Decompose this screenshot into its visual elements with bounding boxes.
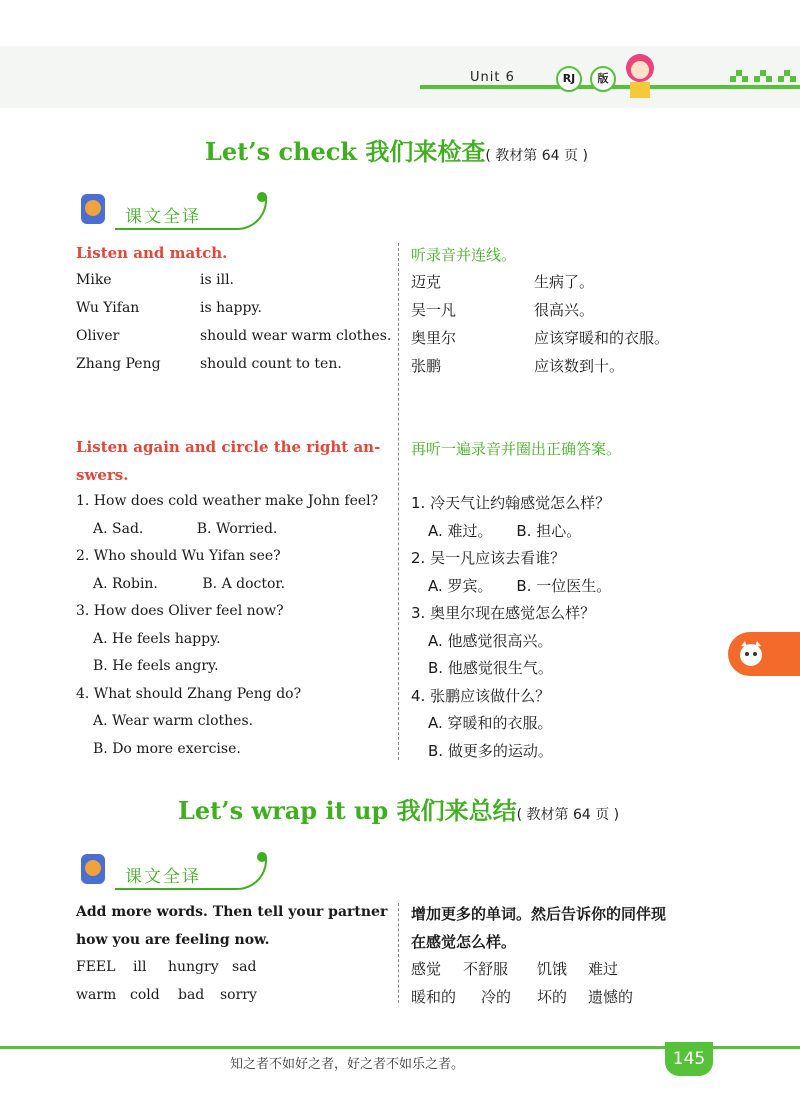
column-divider (398, 243, 399, 760)
word: hungry (168, 959, 219, 975)
word: sorry (220, 987, 257, 1003)
answer-option-cn: B. 他感觉很生气。 (428, 659, 553, 677)
column-divider (398, 903, 399, 1003)
word-cn: 感觉 (411, 960, 442, 978)
question: 3. How does Oliver feel now? (76, 603, 284, 619)
mascot-icon (75, 852, 111, 890)
section-title-check: Let’s check 我们来检查( 教材第 64 页 ) (205, 137, 588, 166)
mascot-icon (75, 192, 111, 230)
match-name-cn: 张鹏 (411, 357, 442, 375)
match-name-cn: 奥里尔 (411, 329, 457, 347)
match-desc: is ill. (200, 272, 234, 288)
heading-circle-answers: Listen again and circle the right an- (76, 438, 381, 456)
heading-listen-match-cn: 听录音并连线。 (411, 246, 517, 264)
heading-circle-answers-cn: 再听一遍录音并圈出正确答案。 (411, 440, 622, 458)
answer-options-cn: A. 难过。 B. 担心。 (428, 522, 582, 540)
edition-badge-ban: 版 (590, 66, 616, 92)
word: ill (133, 959, 147, 975)
match-desc-cn: 生病了。 (534, 273, 595, 291)
instruction-cn: 增加更多的单词。然后告诉你的同伴现 (411, 905, 667, 923)
answer-option: A. He feels happy. (93, 631, 221, 647)
match-desc-cn: 应该穿暖和的衣服。 (534, 329, 670, 347)
page-number: 145 (665, 1042, 713, 1076)
match-desc: should wear warm clothes. (200, 328, 392, 344)
word-cn: 饥饿 (537, 960, 568, 978)
word-cn: 遗憾的 (588, 988, 634, 1006)
word: cold (130, 987, 160, 1003)
word: sad (232, 959, 257, 975)
fox-mascot-icon (736, 640, 766, 668)
answer-option: B. Do more exercise. (93, 741, 241, 757)
header-band (0, 46, 800, 108)
match-name: Wu Yifan (76, 300, 140, 316)
word-cn: 不舒服 (463, 960, 509, 978)
match-name-cn: 吴一凡 (411, 301, 457, 319)
answer-options: A. Sad. B. Worried. (93, 521, 278, 537)
word: warm (76, 987, 117, 1003)
match-name: Zhang Peng (76, 356, 161, 372)
question: 2. Who should Wu Yifan see? (76, 548, 281, 564)
answer-options-cn: A. 罗宾。 B. 一位医生。 (428, 577, 612, 595)
match-desc: should count to ten. (200, 356, 342, 372)
unit-label: Unit 6 (470, 70, 515, 85)
instruction-en: Add more words. Then tell your partner (76, 904, 388, 920)
answer-option-cn: A. 穿暖和的衣服。 (428, 714, 553, 732)
match-desc-cn: 很高兴。 (534, 301, 595, 319)
answer-option: B. He feels angry. (93, 658, 219, 674)
instruction-cn-cont: 在感觉怎么样。 (411, 933, 517, 951)
question-cn: 4. 张鹏应该做什么？ (411, 687, 551, 705)
match-desc: is happy. (200, 300, 262, 316)
word: FEEL (76, 959, 116, 975)
word-cn: 难过 (588, 960, 619, 978)
match-name: Oliver (76, 328, 120, 344)
match-desc-cn: 应该数到十。 (534, 357, 625, 375)
match-name-cn: 迈克 (411, 273, 442, 291)
edition-badge-rj: RJ (556, 66, 582, 92)
match-name: Mike (76, 272, 112, 288)
heading-listen-match: Listen and match. (76, 244, 228, 262)
question-cn: 3. 奥里尔现在感觉怎么样？ (411, 604, 596, 622)
question-cn: 1. 冷天气让约翰感觉怎么样？ (411, 494, 611, 512)
question: 1. How does cold weather make John feel? (76, 493, 379, 509)
word-cn: 冷的 (481, 988, 512, 1006)
answer-option-cn: A. 他感觉很高兴。 (428, 632, 553, 650)
question-cn: 2. 吴一凡应该去看谁？ (411, 549, 566, 567)
word-cn: 暖和的 (411, 988, 457, 1006)
word: bad (178, 987, 205, 1003)
answer-option-cn: B. 做更多的运动。 (428, 742, 553, 760)
cartoon-girl-icon (610, 48, 670, 104)
answer-options: A. Robin. B. A doctor. (93, 576, 286, 592)
section-title-wrap: Let’s wrap it up 我们来总结( 教材第 64 页 ) (178, 796, 620, 825)
side-tab (728, 632, 800, 676)
translation-label: 课文全译 (75, 852, 275, 892)
checker-decoration-icon (730, 70, 800, 90)
question: 4. What should Zhang Peng do? (76, 686, 302, 702)
word-cn: 坏的 (537, 988, 568, 1006)
translation-label: 课文全译 (75, 192, 275, 232)
heading-circle-answers-cont: swers. (76, 466, 129, 484)
instruction-en-cont: how you are feeling now. (76, 932, 270, 948)
footer-motto: 知之者不如好之者，好之者不如乐之者。 (230, 1057, 465, 1072)
answer-option: A. Wear warm clothes. (93, 713, 254, 729)
